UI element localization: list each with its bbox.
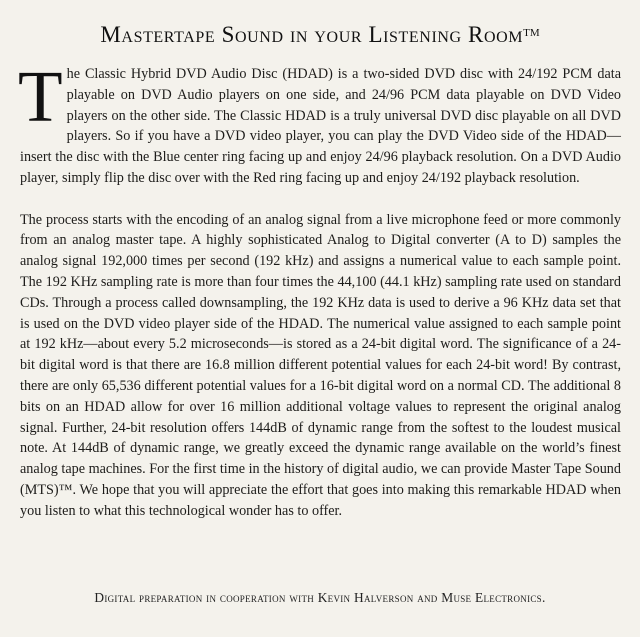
page-title: [0, 22, 640, 48]
paragraph-hdad-intro-text: he Classic Hybrid DVD Audio Disc (HDAD) is a two-sided DVD disc with 24/192 PCM data playable on DVD Audio players on one side, and 24/96 PCM data playable on DVD Video players on the other side. The Classic HDAD is a truly universal DVD disc playable on all DVD players. So if you have a DVD video player, you can play the DVD Video side of the HDAD—insert the disc with the Blue center ring facing up and enjoy 24/96 playback resolution. On a DVD Audio player, simply flip the disc over with the Red ring facing up and enjoy 24/192 playback resolution.: [20, 66, 621, 186]
paragraph-encoding-process: [20, 210, 621, 522]
trademark-mark: TM: [523, 27, 540, 39]
drop-cap: T: [18, 56, 63, 137]
paragraph-hdad-intro: [18, 56, 621, 189]
page-title-text: Mastertape Sound in your Listening Room: [100, 22, 524, 47]
body-text: [18, 56, 621, 522]
credit-line: Digital preparation in cooperation with Kevin Halverson and Muse Electronics.: [94, 590, 546, 605]
paragraph-encoding-process-text: The process starts with the encoding of an analog signal from a live microphone feed or more commonly from an analog master tape. A highly sophisticated Analog to Digital converter (A to D) samples the analog signal 192,000 times per second (192 kHz) and assigns a numerical value to each sample point. The 192 KHz sampling rate is more than four times the 44,100 (44.1 kHz) sampling rate used on standard CDs. Through a process called downsampling, the 192 KHz data is used to derive a 96 KHz data set that is used on the DVD video player side of the HDAD. The numerical value assigned to each sample point at 192 kHz—about every 5.2 microseconds—is stored as a 24-bit digital word. The significance of a 24-bit digital word is that there are 16.8 million different potential values for each 24-bit word! By contrast, there are only 65,536 different potential values for a 16-bit digital word on a normal CD. The additional 8 bits on an HDAD allow for over 16 million additional voltage values to represent the original analog signal. Further, 24-bit resolution offers 144dB of dynamic range from the softest to the loudest musical note. At 144dB of dynamic range, we greatly exceed the dynamic range available on the world’s finest analog tape machines. For the first time in the history of digital audio, we can provide Master Tape Sound (MTS)™. We hope that you will appreciate the effort that goes into making this remarkable HDAD when you listen to what this technological wonder has to offer.: [20, 211, 621, 519]
